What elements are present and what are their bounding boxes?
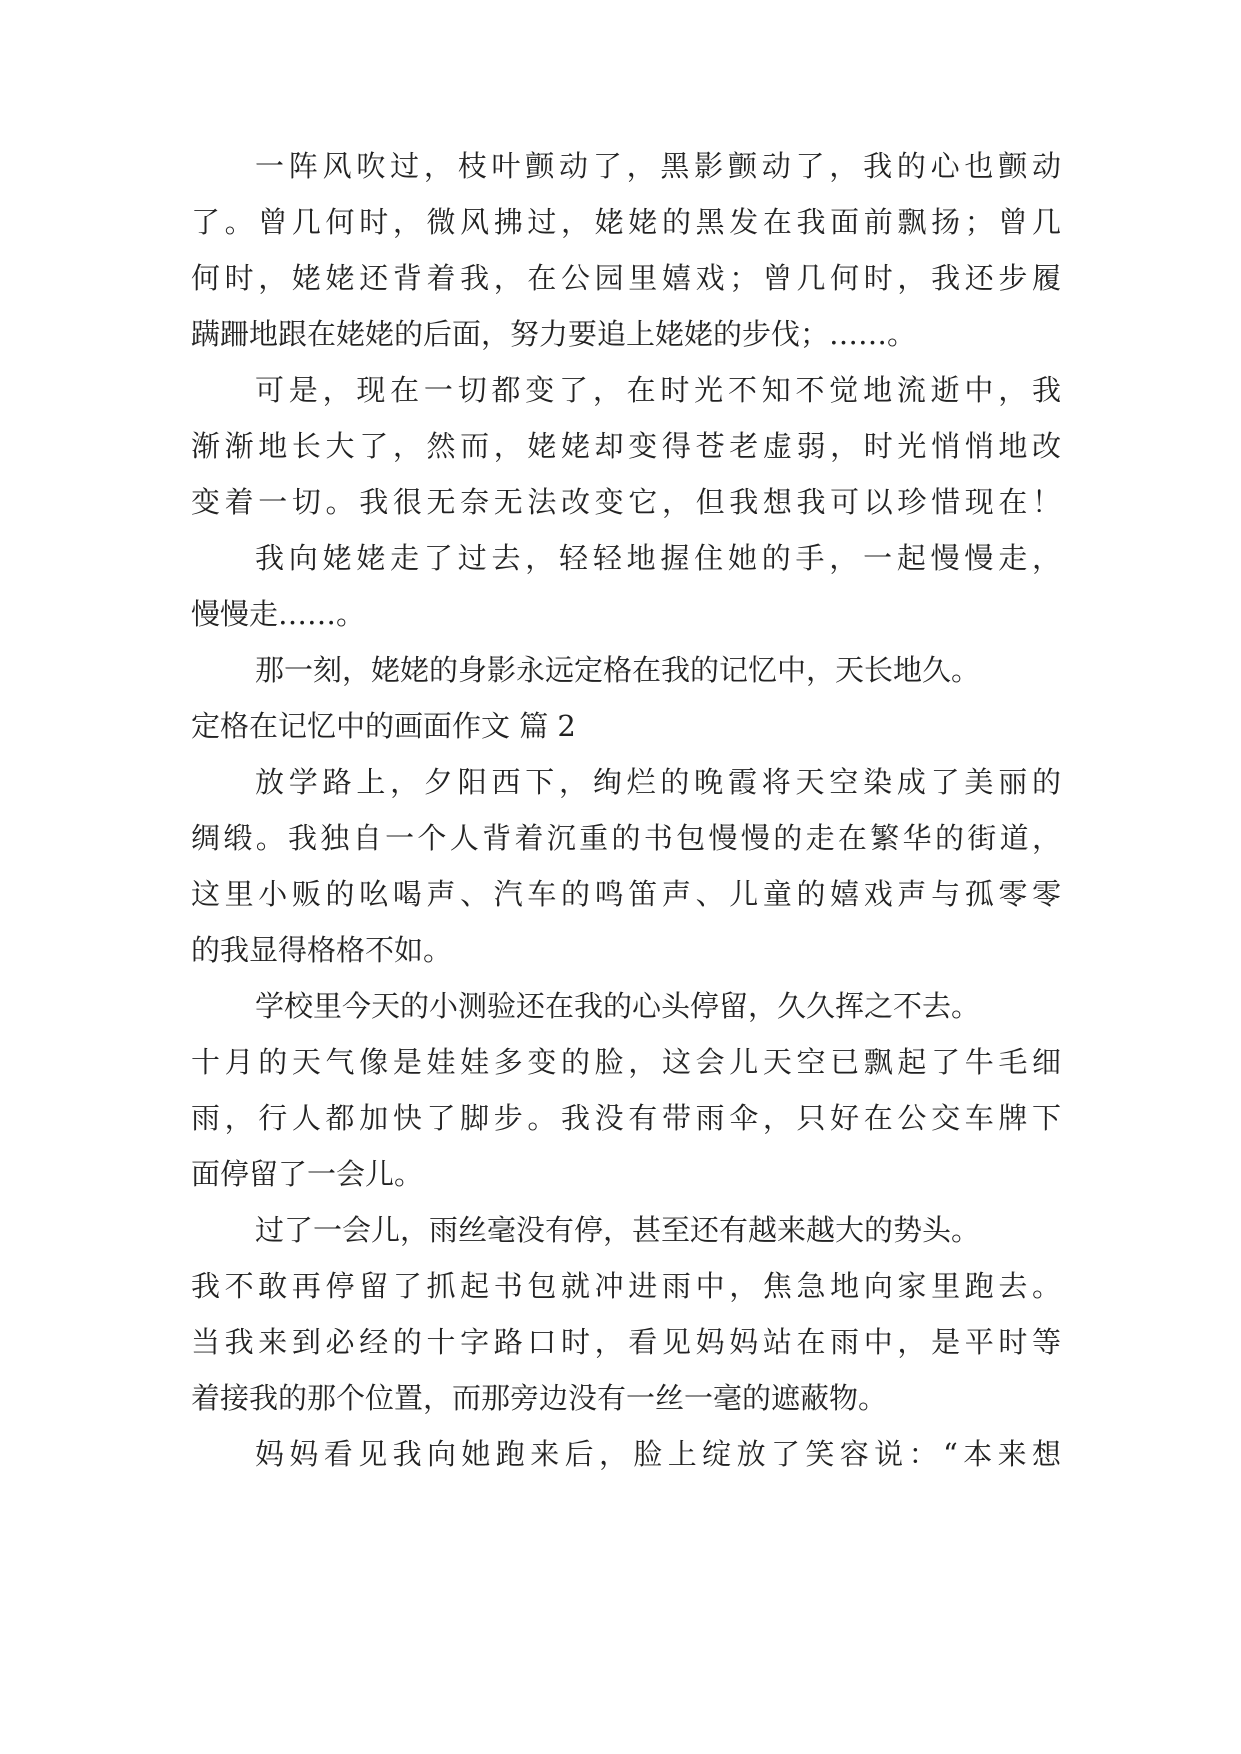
paragraph-line: 绸缎。我独自一个人背着沉重的书包慢慢的走在繁华的街道，: [191, 821, 1061, 855]
paragraph-line: 何时，姥姥还背着我，在公园里嬉戏；曾几何时，我还步履: [191, 261, 1061, 295]
paragraph-line: 慢慢走……。: [191, 597, 366, 631]
paragraph-line: 我不敢再停留了抓起书包就冲进雨中，焦急地向家里跑去。: [191, 1269, 1061, 1303]
paragraph-line: 着接我的那个位置，而那旁边没有一丝一毫的遮蔽物。: [191, 1381, 888, 1415]
paragraph-line: 雨，行人都加快了脚步。我没有带雨伞，只好在公交车牌下: [191, 1101, 1061, 1135]
paragraph-line: 蹒跚地跟在姥姥的后面，努力要追上姥姥的步伐；……。: [191, 317, 917, 351]
paragraph-line: 妈妈看见我向她跑来后，脸上绽放了笑容说：“本来想: [255, 1437, 1061, 1471]
paragraph-line: 当我来到必经的十字路口时，看见妈妈站在雨中，是平时等: [191, 1325, 1061, 1359]
section-title: 定格在记忆中的画面作文 篇 2: [191, 709, 576, 743]
paragraph-line: 学校里今天的小测验还在我的心头停留，久久挥之不去。: [255, 989, 981, 1023]
paragraph-line: 了。曾几何时，微风拂过，姥姥的黑发在我面前飘扬；曾几: [191, 205, 1061, 239]
paragraph-line: 我向姥姥走了过去，轻轻地握住她的手，一起慢慢走，: [255, 541, 1061, 575]
paragraph-line: 的我显得格格不如。: [191, 933, 453, 967]
paragraph-line: 那一刻，姥姥的身影永远定格在我的记忆中，天长地久。: [255, 653, 981, 687]
paragraph-line: 过了一会儿，雨丝毫没有停，甚至还有越来越大的势头。: [255, 1213, 981, 1247]
paragraph-line: 这里小贩的吆喝声、汽车的鸣笛声、儿童的嬉戏声与孤零零: [191, 877, 1061, 911]
paragraph-line: 一阵风吹过，枝叶颤动了，黑影颤动了，我的心也颤动: [255, 149, 1061, 183]
paragraph-line: 面停留了一会儿。: [191, 1157, 424, 1191]
paragraph-line: 十月的天气像是娃娃多变的脸，这会儿天空已飘起了牛毛细: [191, 1045, 1061, 1079]
paragraph-line: 放学路上，夕阳西下，绚烂的晚霞将天空染成了美丽的: [255, 765, 1061, 799]
paragraph-line: 可是，现在一切都变了，在时光不知不觉地流逝中，我: [255, 373, 1061, 407]
paragraph-line: 渐渐地长大了，然而，姥姥却变得苍老虚弱，时光悄悄地改: [191, 429, 1061, 463]
paragraph-line: 变着一切。我很无奈无法改变它，但我想我可以珍惜现在！: [191, 485, 1061, 519]
